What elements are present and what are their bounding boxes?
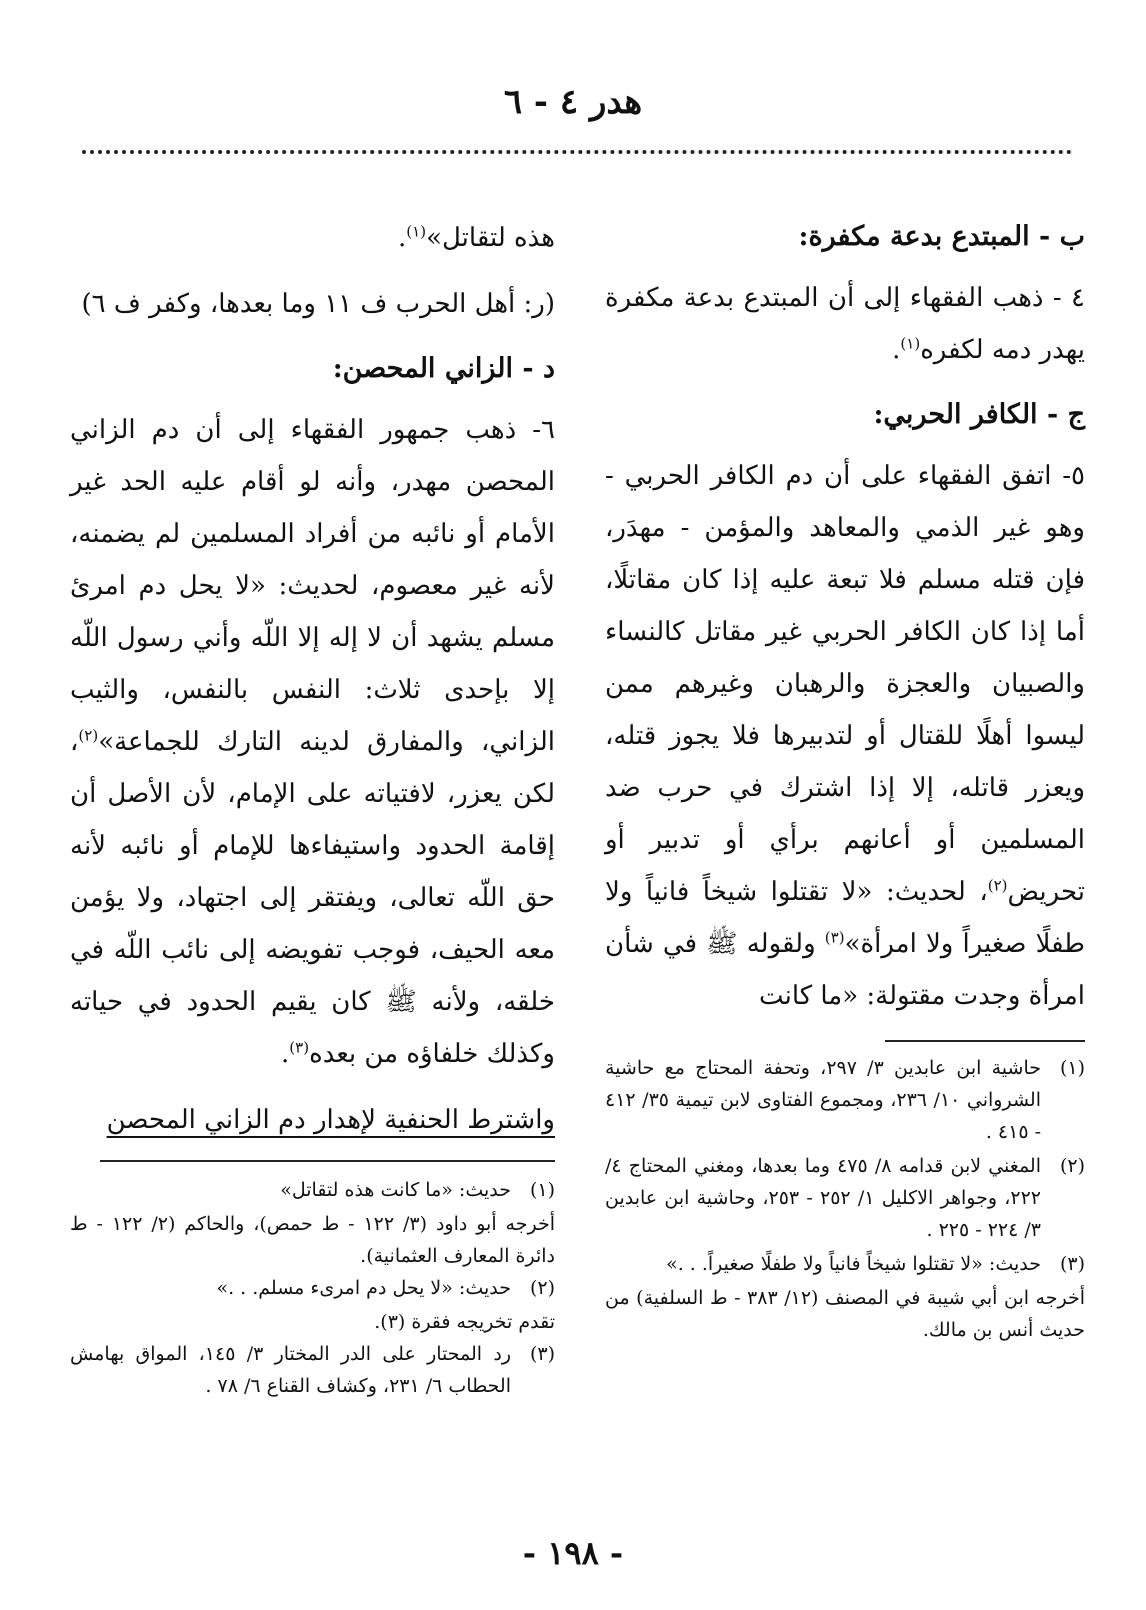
footnotes-right [605,1052,1085,1346]
footnote-number: (٣) [1059,1253,1085,1275]
paragraph-5-text-a: ٥- اتفق الفقهاء على أن دم الكافر الحربي - وهو غير الذمي والمعاهد والمؤمن - مهدَر، فإن قتله مسلم فلا تبعة عليه إذا كان مقاتلًا، أما إذا كان الكافر الحربي غير مقاتل كالنساء والصبيان والعجزة والرهبان وغيرهم ممن ليسوا أهلًا للقتال أو لتدبيرها فلا يجوز قتله، ويعزر قاتله، إلا إذا اشترك في حرب ضد المسلمين أو أعانهم برأي أو تدبير أو تحريض [605,461,1085,907]
left-column [70,212,555,1404]
paragraph-5-text-b: ، لحديث: «لا تقتلوا شيخاً فانياً ولا طفلًا صغيراً ولا امرأة» [605,877,1085,959]
cross-reference: (ر: أهل الحرب ف ١١ وما بعدها، وكفر ف ٦) [81,289,555,319]
paragraph-6-end: . [281,1039,290,1069]
footnote-divider-right [885,1040,1085,1042]
footnote-text: حاشية ابن عابدين ٣/ ٢٩٧، وتحفة المحتاج مع حاشية الشرواني ١٠/ ٢٣٦، ومجموع الفتاوى لابن تيمية ٣٥/ ٤١٢ - ٤١٥ . [605,1057,1041,1143]
footnote-number: (٣) [529,1343,555,1365]
right-column [605,212,1085,1346]
header-divider [82,150,1072,154]
continuation-text [70,212,555,264]
footnotes-left [70,1174,555,1402]
footnote-ref-2: (٢) [987,876,1008,895]
footnote-ref-3: (٣) [289,1038,310,1057]
footnote-ref-1: (١) [406,222,427,241]
footnote-item [70,1174,555,1206]
footnote-item [605,1150,1085,1246]
footnote-ref-2: (٢) [78,726,99,745]
footnote-source: تقدم تخريجه فقرة (٣). [374,1311,555,1333]
continuation-quote: هذه لتقاتل» [426,223,555,253]
heading-d: د - الزاني المحصن: [332,353,555,384]
paragraph-7 [70,1094,555,1146]
heading-b: ب - المبتدع بدعة مكفرة: [798,221,1085,252]
footnote-ref-1: (١) [900,334,921,353]
footnote-ref-3: (٣) [824,928,845,947]
footnote-number: (٢) [529,1277,555,1299]
footnote-text: حديث: «لا تقتلوا شيخاً فانياً ولا طفلًا صغيراً. . .» [666,1253,1041,1275]
footnote-number: (١) [1059,1057,1085,1079]
footnote-text: حديث: «لا يحل دم امرىء مسلم. . .» [216,1277,511,1299]
continuation-end: . [398,223,407,253]
footnote-number: (٢) [1059,1155,1085,1177]
paragraph-6-text-a: ٦- ذهب جمهور الفقهاء إلى أن دم الزاني المحصن مهدر، وأنه لو أقام عليه الحد غير الأمام أو نائبه من أفراد المسلمين لم يضمنه، لأنه غير معصوم، لحديث: «لا يحل دم امرئ مسلم يشهد أن لا إله إلا اللّه وأني رسول اللّه إلا بإحدى ثلاث: النفس بالنفس، والثيب الزاني، والمفارق لدينه التارك للجماعة» [70,415,555,757]
paragraph-5-text-c: ولقوله ﷺ في شأن امرأة وجدت مقتولة: «ما كانت [605,929,1085,1011]
paragraph-5 [605,450,1085,1022]
footnote-item [605,1248,1085,1280]
heading-j: ج - الكافر الحربي: [873,399,1085,430]
footnote-number: (١) [529,1179,555,1201]
footnote-source: أخرجه أبو داود (٣/ ١٢٢ - ط حمص)، والحاكم (٢/ ١٢٢ - ط دائرة المعارف العثمانية). [70,1213,555,1267]
footnote-text: حديث: «ما كانت هذه لتقاتل» [280,1179,511,1201]
paragraph-4-text: ٤ - ذهب الفقهاء إلى أن المبتدع بدعة مكفرة يهدر دمه لكفره [605,283,1085,365]
footnote-item [70,1272,555,1304]
paragraph-7-text: واشترط الحنفية لإهدار دم الزاني المحصن [106,1105,555,1135]
footnote-divider-left [100,1160,555,1162]
paragraph-4-end: . [892,335,901,365]
paragraph-6 [70,404,555,1080]
footnote-text: المغني لابن قدامه ٨/ ٤٧٥ وما بعدها، ومغني المحتاج ٤/ ٢٢٢، وجواهر الاكليل ١/ ٢٥٢ - ٢٥٣، وحاشية ابن عابدين ٣/ ٢٢٤ - ٢٢٥ . [605,1155,1041,1241]
page-number: - ١٩٨ - [522,1534,624,1572]
page-header-title: هدر ٤ - ٦ [503,82,643,122]
footnote-text: رد المحتار على الدر المختار ٣/ ١٤٥، المواق بهامش الحطاب ٦/ ٢٣١، وكشاف القناع ٦/ ٧٨ . [70,1343,511,1397]
footnote-item [70,1338,555,1402]
paragraph-6-text-b: ، لكن يعزر، لافتياته على الإمام، لأن الأصل أن إقامة الحدود واستيفاءها للإمام أو نائبه لأنه حق اللّه تعالى، ويفتقر إلى اجتهاد، ولا يؤمن معه الحيف، فوجب تفويضه إلى نائب اللّه في خلقه، ولأنه ﷺ كان يقيم الحدود في حياته وكذلك خلفاؤه من بعده [70,727,555,1069]
footnote-item [605,1052,1085,1148]
paragraph-4 [605,272,1085,376]
footnote-source: أخرجه ابن أبي شيبة في المصنف (١٢/ ٣٨٣ - ط السلفية) من حديث أنس بن مالك. [605,1287,1085,1341]
